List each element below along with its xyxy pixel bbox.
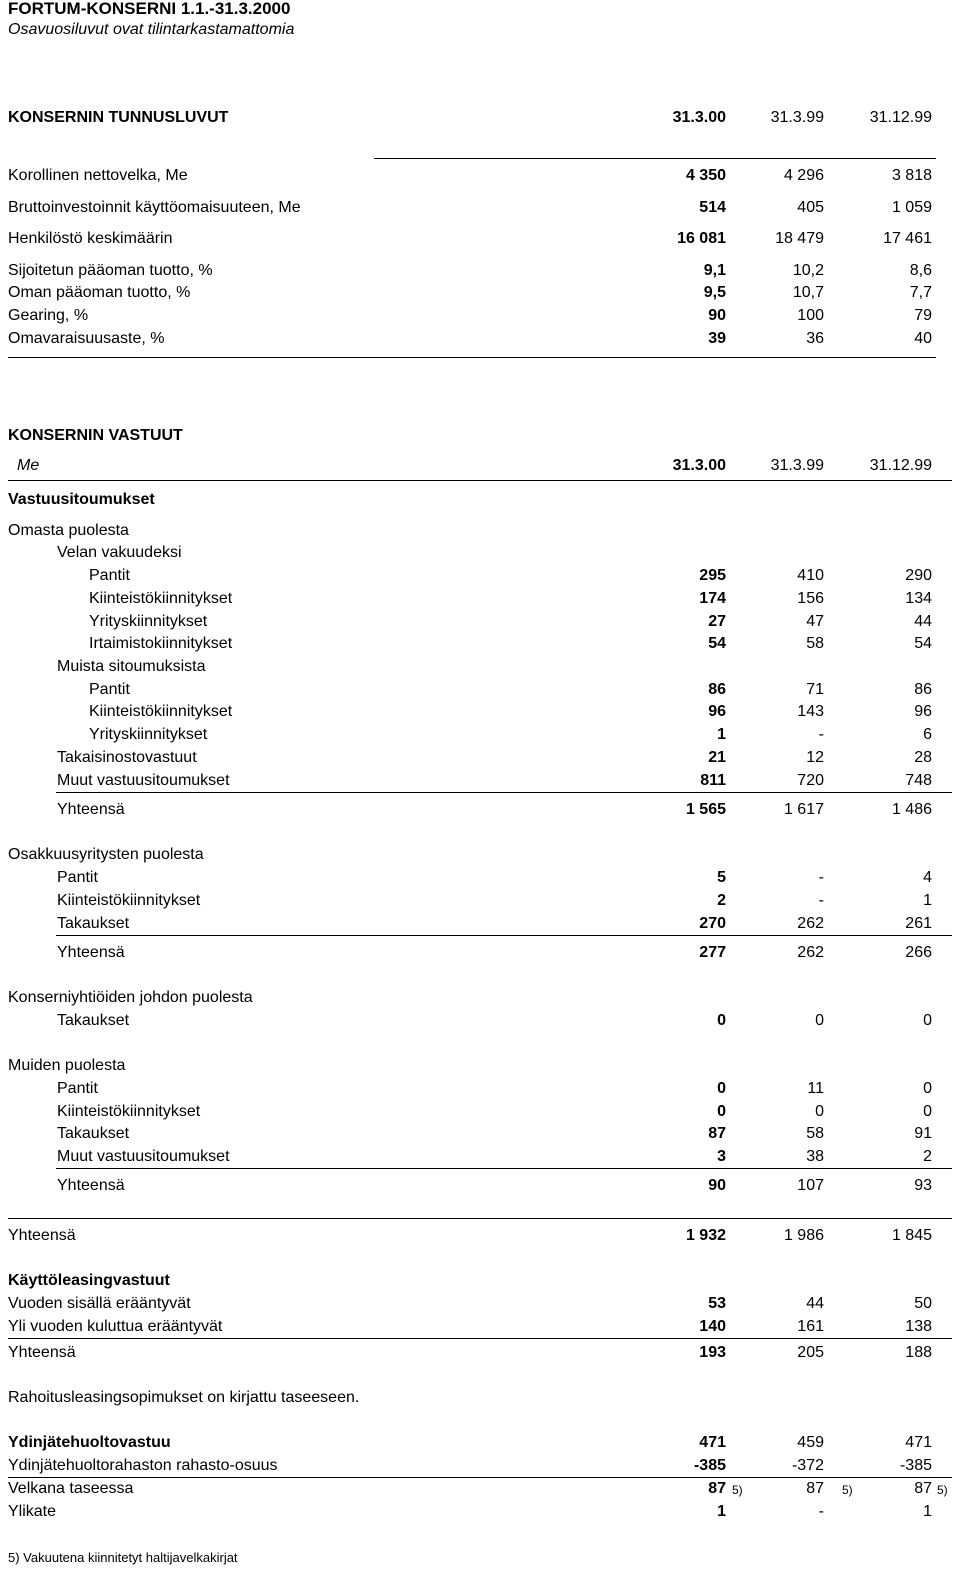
tunnusluvut-col-1: 31.3.00	[672, 109, 726, 126]
total-value-3: 266	[905, 944, 932, 961]
total-value-2: 205	[797, 1344, 824, 1361]
row-label: Kiinteistökiinnitykset	[89, 703, 233, 720]
vastuut-col-2: 31.3.99	[770, 457, 824, 474]
muiden-total-rule	[56, 1168, 952, 1169]
row-value-2: 262	[797, 915, 824, 932]
row-label: Yrityskiinnitykset	[89, 726, 208, 743]
grand-total-value-2: 1 986	[783, 1227, 824, 1244]
row-value-1: 5	[717, 869, 726, 886]
row-value-2: 100	[797, 307, 824, 324]
row-label: Oman pääoman tuotto, %	[8, 284, 191, 301]
vastuusitoumukset-heading: Vastuusitoumukset	[8, 491, 155, 508]
row-value-3: 96	[914, 703, 932, 720]
row-label: Omavaraisuusaste, %	[8, 330, 165, 347]
row-value-3: 8,6	[909, 262, 932, 279]
note-mark: 5)	[842, 1483, 853, 1497]
tunnusluvut-top-rule	[374, 158, 936, 159]
row-value-1: 21	[708, 749, 726, 766]
row-label: Pantit	[57, 1080, 98, 1097]
velan-heading: Velan vakuudeksi	[57, 544, 182, 561]
row-label: Yli vuoden kuluttua erääntyvät	[8, 1318, 223, 1335]
row-label: Kiinteistökiinnitykset	[89, 590, 233, 607]
leasing-total-rule	[8, 1338, 952, 1339]
row-value-1: 9,5	[703, 284, 726, 301]
row-value-2: 0	[815, 1012, 824, 1029]
row-value-1: 174	[699, 590, 726, 607]
row-value-3: 138	[905, 1318, 932, 1335]
total-value-2: 1 617	[783, 801, 824, 818]
row-value-1: 0	[717, 1103, 726, 1120]
row-value-1: 9,1	[703, 262, 726, 279]
row-value-2: 156	[797, 590, 824, 607]
grand-total-rule	[8, 1218, 952, 1219]
row-value-3: 748	[905, 772, 932, 789]
row-value-1: 27	[708, 613, 726, 630]
row-value-3: 86	[914, 681, 932, 698]
row-value-3: 0	[923, 1012, 932, 1029]
vastuut-title: KONSERNIN VASTUUT	[8, 427, 183, 444]
note-mark: 5)	[937, 1483, 948, 1497]
row-label: Pantit	[57, 869, 98, 886]
row-value-3: 54	[914, 635, 932, 652]
total-value-1: 90	[708, 1177, 726, 1194]
row-value-2: 410	[797, 567, 824, 584]
row-value-1: 0	[717, 1080, 726, 1097]
row-value-3: 44	[914, 613, 932, 630]
total-value-1: 193	[699, 1344, 726, 1361]
row-label: Takaukset	[57, 915, 130, 932]
row-value-2: 71	[806, 681, 824, 698]
osakkuus-total-rule	[56, 935, 952, 936]
row-value-3: 7,7	[909, 284, 932, 301]
tunnusluvut-bottom-rule	[8, 357, 936, 358]
row-label: Pantit	[89, 681, 130, 698]
osakkuus-heading: Osakkuusyritysten puolesta	[8, 846, 204, 863]
vastuut-col-1: 31.3.00	[672, 457, 726, 474]
row-label: Muut vastuusitoumukset	[57, 772, 230, 789]
row-value-1: 514	[699, 199, 726, 216]
row-label: Gearing, %	[8, 307, 89, 324]
row-value-2: 459	[797, 1434, 824, 1451]
row-value-1: -385	[693, 1457, 726, 1474]
row-label: Takaukset	[57, 1012, 130, 1029]
leasing-note: Rahoitusleasingsopimukset on kirjattu taseeseen.	[8, 1389, 360, 1406]
row-value-1: 295	[699, 567, 726, 584]
ydinjate-rule	[8, 1477, 952, 1478]
row-value-3: 0	[923, 1080, 932, 1097]
row-value-3: 79	[914, 307, 932, 324]
total-value-3: 1 486	[891, 801, 932, 818]
row-value-3: 471	[905, 1434, 932, 1451]
row-value-1: 87	[708, 1125, 726, 1142]
row-value-2: 47	[806, 613, 824, 630]
row-value-1: 16 081	[677, 230, 726, 247]
row-value-1: 270	[699, 915, 726, 932]
row-value-2: -	[818, 726, 824, 743]
row-value-3: 290	[905, 567, 932, 584]
row-value-1: 90	[708, 307, 726, 324]
row-value-3: 28	[914, 749, 932, 766]
grand-total-value-3: 1 845	[891, 1227, 932, 1244]
row-value-2: 44	[806, 1295, 824, 1312]
row-value-2: 58	[806, 1125, 824, 1142]
row-value-1: 0	[717, 1012, 726, 1029]
total-value-1: 277	[699, 944, 726, 961]
row-value-3: 1	[923, 892, 932, 909]
vastuut-col-3: 31.12.99	[869, 457, 932, 474]
row-value-1: 2	[717, 892, 726, 909]
row-value-2: 143	[797, 703, 824, 720]
row-value-3: 40	[914, 330, 932, 347]
total-value-3: 188	[905, 1344, 932, 1361]
row-value-2: -372	[791, 1457, 824, 1474]
row-value-2: -	[818, 892, 824, 909]
row-value-3: 91	[914, 1125, 932, 1142]
leasing-heading: Käyttöleasingvastuut	[8, 1272, 170, 1289]
tunnusluvut-col-3: 31.12.99	[869, 109, 932, 126]
row-value-2: 405	[797, 199, 824, 216]
row-value-1: 54	[708, 635, 726, 652]
omasta-total-rule	[56, 792, 952, 793]
row-value-3: 261	[905, 915, 932, 932]
row-value-2: -	[818, 869, 824, 886]
note-mark: 5)	[732, 1483, 743, 1497]
total-value-1: 1 565	[685, 801, 726, 818]
row-value-2: 4 296	[783, 167, 824, 184]
row-label: Henkilöstö keskimäärin	[8, 230, 173, 247]
row-label: Korollinen nettovelka, Me	[8, 167, 188, 184]
row-label: Pantit	[89, 567, 130, 584]
row-value-3: 134	[905, 590, 932, 607]
row-value-3: 1 059	[891, 199, 932, 216]
page-title: FORTUM-KONSERNI 1.1.-31.3.2000	[8, 0, 291, 18]
row-label: Irtaimistokiinnitykset	[89, 635, 233, 652]
row-value-1: 53	[708, 1295, 726, 1312]
row-label: Ydinjätehuoltorahaston rahasto-osuus	[8, 1457, 278, 1474]
ydinjate-heading: Ydinjätehuoltovastuu	[8, 1434, 171, 1451]
row-value-2: 0	[815, 1103, 824, 1120]
row-value-3: 17 461	[883, 230, 932, 247]
row-value-2: -	[818, 1503, 824, 1520]
row-label: Muut vastuusitoumukset	[57, 1148, 230, 1165]
tunnusluvut-title: KONSERNIN TUNNUSLUVUT	[8, 109, 229, 126]
omasta-heading: Omasta puolesta	[8, 522, 129, 539]
row-value-2: 10,7	[792, 284, 824, 301]
row-value-2: 720	[797, 772, 824, 789]
row-label: Takaukset	[57, 1125, 130, 1142]
total-label: Yhteensä	[57, 801, 125, 818]
row-label: Vuoden sisällä erääntyvät	[8, 1295, 191, 1312]
row-value-3: 4	[923, 869, 932, 886]
page-subtitle: Osavuosiluvut ovat tilintarkastamattomia	[8, 21, 295, 38]
tunnusluvut-col-2: 31.3.99	[770, 109, 824, 126]
row-value-3: -385	[899, 1457, 932, 1474]
row-value-3: 0	[923, 1103, 932, 1120]
footnote: 5) Vakuutena kiinnitetyt haltijavelkakirjat	[8, 1550, 238, 1565]
row-value-3: 87	[914, 1480, 932, 1497]
muista-heading: Muista sitoumuksista	[57, 658, 206, 675]
row-label: Kiinteistökiinnitykset	[57, 1103, 201, 1120]
row-value-1: 811	[700, 772, 726, 789]
row-value-3: 3 818	[891, 167, 932, 184]
row-value-1: 1	[717, 726, 726, 743]
row-label: Takaisinostovastuut	[57, 749, 197, 766]
row-value-2: 11	[807, 1080, 824, 1097]
row-value-1: 471	[699, 1434, 726, 1451]
row-value-2: 38	[806, 1148, 824, 1165]
row-value-2: 161	[797, 1318, 824, 1335]
row-label: Kiinteistökiinnitykset	[57, 892, 201, 909]
row-value-1: 86	[708, 681, 726, 698]
total-value-3: 93	[914, 1177, 932, 1194]
vastuut-unit: Me	[17, 457, 40, 474]
row-label: Ylikate	[8, 1503, 57, 1520]
row-value-1: 87	[708, 1480, 726, 1497]
muiden-heading: Muiden puolesta	[8, 1057, 126, 1074]
row-value-1: 39	[708, 330, 726, 347]
row-value-1: 1	[717, 1503, 726, 1520]
row-value-1: 140	[699, 1318, 726, 1335]
row-value-2: 58	[806, 635, 824, 652]
row-label: Yrityskiinnitykset	[89, 613, 208, 630]
row-value-3: 6	[923, 726, 932, 743]
total-label: Yhteensä	[57, 944, 125, 961]
total-value-2: 262	[797, 944, 824, 961]
total-label: Yhteensä	[57, 1177, 125, 1194]
total-value-2: 107	[797, 1177, 824, 1194]
row-value-1: 96	[708, 703, 726, 720]
row-value-2: 87	[806, 1480, 824, 1497]
johdon-heading: Konserniyhtiöiden johdon puolesta	[8, 989, 253, 1006]
grand-total-value-1: 1 932	[685, 1227, 726, 1244]
row-value-3: 1	[923, 1503, 932, 1520]
row-value-2: 36	[806, 330, 824, 347]
grand-total-label: Yhteensä	[8, 1227, 76, 1244]
vastuut-header-rule	[8, 480, 952, 481]
row-value-3: 50	[914, 1295, 932, 1312]
total-label: Yhteensä	[8, 1344, 76, 1361]
row-value-2: 18 479	[775, 230, 824, 247]
row-value-2: 12	[806, 749, 824, 766]
row-value-2: 10,2	[792, 262, 824, 279]
row-value-1: 4 350	[685, 167, 726, 184]
row-label: Sijoitetun pääoman tuotto, %	[8, 262, 213, 279]
row-value-1: 3	[717, 1148, 726, 1165]
row-label: Velkana taseessa	[8, 1480, 134, 1497]
row-label: Bruttoinvestoinnit käyttöomaisuuteen, Me	[8, 199, 301, 216]
row-value-3: 2	[923, 1148, 932, 1165]
